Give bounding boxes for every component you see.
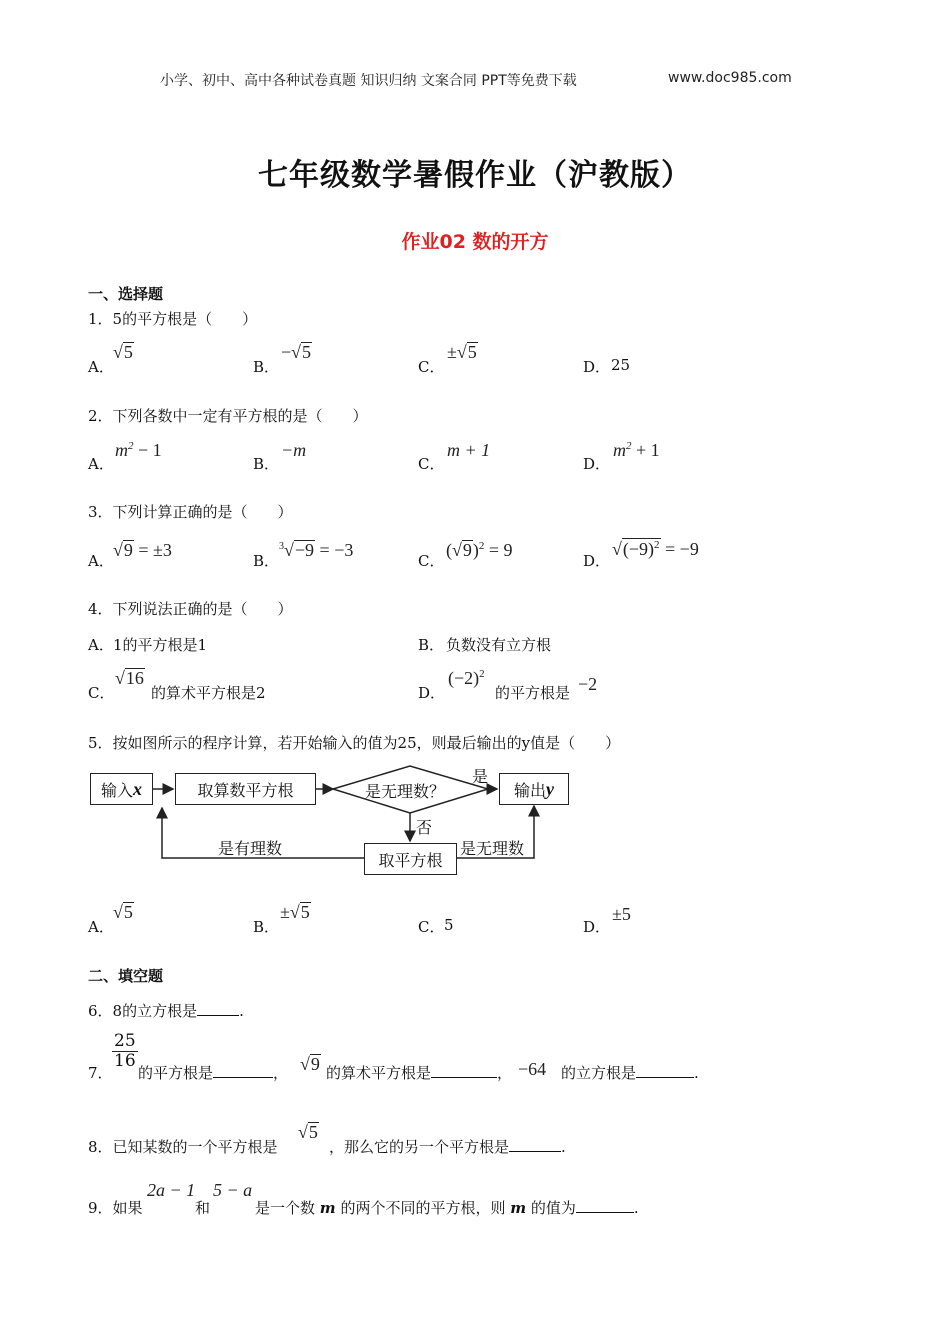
q1-c-radicand: 5 [467,342,477,362]
q3-option-d: $√(-9)^2 = -9$ [612,539,699,559]
q9-line [255,1197,639,1218]
flow-decision-text: 是无理数？ [365,782,446,801]
q6-line [88,1000,244,1021]
q4-option-d-value: −2 [578,674,598,694]
flow-no-label: 否 [416,818,433,837]
q9-t3: 的两个不同的平方根，则 [340,1199,506,1217]
q3-option-c: $(√9)^2 = 9$ [446,540,513,560]
q4-label-b: B． [418,636,445,654]
q9-expr1: 2a − 1 [147,1180,196,1200]
q9-m1: m [319,1199,336,1217]
q5-stem: 5．按如图所示的程序计算，若开始输入的值为25，则最后输出的y值是（ ） [88,734,621,752]
q6-stem: 6．8的立方根是 [88,1002,198,1020]
q3-c-open: ( [446,540,452,560]
q1-option-d: 25 [611,356,631,374]
q2-stem: 2．下列各数中一定有平方根的是（ ） [88,407,368,425]
page-title: 七年级数学暑假作业（沪教版） [258,158,692,193]
q3-c-exp: 2 [478,540,485,552]
q9-t2: 是一个数 [255,1199,316,1217]
q5-option-d: ±5 [612,904,631,924]
q2-label-d: D． [583,455,611,473]
q4-label-c: C． [88,684,115,702]
q6-answer-blank[interactable] [197,1001,239,1016]
q5-option-a: √5 [113,902,133,922]
q3-b-radicand: −9 [294,540,315,560]
section-choice: 一、选择题 [88,285,164,303]
q2-a-rest: − 1 [133,440,162,460]
q2-label-a: A． [88,455,114,473]
q3-c-close: ) [472,540,479,560]
q7-radicand: 9 [310,1054,320,1074]
q8-stem: 8．已知某数的一个平方根是 [88,1138,278,1156]
q1-c-sign: ± [447,342,457,362]
q3-c-rest: = 9 [484,540,513,560]
q4-option-c-text: 的算术平方根是2 [151,684,266,702]
q3-label-d: D． [583,552,611,570]
q9-expr2: 5 − a [213,1180,253,1200]
q7-sqrt9: √9 [300,1054,320,1074]
q4-c-radicand: 16 [125,668,144,688]
q4-option-c-math: √16 [115,668,144,688]
q7-t2: 的算术平方根是 [326,1064,432,1082]
q2-a-base: m [115,440,128,460]
q7-sep1: ， [273,1064,289,1082]
q9-answer-blank[interactable] [576,1198,634,1213]
q5-b-sign: ± [280,902,290,922]
q2-option-b: −m [281,440,307,460]
q3-a-rest: = ±3 [133,540,172,560]
q7-line2 [326,1062,512,1083]
q7-t1: 的平方根是 [138,1064,214,1082]
flow-input-text: 输入 [100,780,133,800]
q3-option-a: √9 = ±3 [113,540,172,560]
q3-label-c: C． [418,552,445,570]
q7-value: −64 [518,1059,547,1079]
q9-and: 和 [195,1199,211,1217]
flow-output-var: y [546,778,554,799]
q5-label-b: B． [253,918,280,936]
q4-option-b: 负数没有立方根 [446,636,552,654]
q7-fraction [112,1032,138,1070]
header-url[interactable]: www.doc985.com [668,70,792,86]
q1-option-b: −√5 [281,342,312,362]
q8-t2: ，那么它的另一个平方根是 [329,1138,510,1156]
q7-line [138,1062,288,1083]
q8-answer-blank[interactable] [509,1137,561,1152]
q7-frac-den: 16 [114,1050,136,1071]
q5-option-b: ±√5 [280,902,310,922]
q7-t3: 的立方根是 [561,1064,637,1082]
q1-label-c: C． [418,358,445,376]
q4-option-a: 1的平方根是1 [113,636,208,654]
q1-b-sign: − [281,342,292,362]
q2-d-base: m [613,440,626,460]
q7-sep2: ， [497,1064,513,1082]
q1-stem: 1．5的平方根是（ ） [88,310,258,328]
q4-label-a: A． [88,636,114,654]
q7-blank2[interactable] [431,1063,497,1078]
q9-m2: m [510,1199,527,1217]
flow-sq-box: 取平方根 [364,843,457,875]
flow-sqrt-box: 取算数平方根 [175,773,316,805]
q7-line3 [561,1062,699,1083]
flow-input-box [90,773,153,805]
q3-a-radicand: 9 [123,540,133,560]
q6-end: . [239,1002,244,1020]
q9-stem: 9．如果 [88,1199,143,1217]
q7-blank1[interactable] [213,1063,273,1078]
q3-c-radicand: 9 [462,540,472,560]
q4-d-exp: 2 [479,668,485,680]
q3-label-a: A． [88,552,114,570]
q7-prefix: 7． [88,1064,113,1082]
q2-a-exp: 2 [128,440,134,452]
q3-label-b: B． [253,552,280,570]
q2-option-c: m + 1 [447,440,491,460]
q3-b-index: 3 [279,541,284,552]
q5-label-a: A． [88,918,114,936]
q3-d-rest: = −9 [660,539,699,559]
flow-input-var: x [133,778,142,799]
flow-irrational-label: 是无理数 [460,839,525,858]
q4-option-d-text: 的平方根是 [495,684,571,702]
q8-radicand: 5 [308,1122,318,1142]
flow-output-text: 输出 [513,780,546,800]
flow-rational-label: 是有理数 [218,839,283,858]
q4-stem: 4．下列说法正确的是（ ） [88,600,293,618]
flow-output-box [499,773,569,805]
section-fill: 二、填空题 [88,967,164,985]
q3-d-rad-text: (−9) [622,539,655,559]
q5-option-c: 5 [444,916,454,934]
q8-sqrt5: √5 [298,1122,318,1142]
header-text: 小学、初中、高中各种试卷真题 知识归纳 文案合同 PPT等免费下载 [160,73,577,89]
q8-line [329,1136,566,1157]
q7-blank3[interactable] [636,1063,694,1078]
q1-option-a: √5 [113,342,133,362]
q3-option-b: $^3$√−9 = −3 [279,540,354,560]
flow-yes-label: 是 [472,767,489,786]
q7-frac-num: 25 [114,1031,136,1051]
q2-d-rest: + 1 [631,440,660,460]
page-subtitle: 作业02 数的开方 [401,231,549,253]
q5-a-radicand: 5 [123,902,133,922]
q7-end: . [694,1064,699,1082]
q3-b-rest: = −3 [315,540,354,560]
q2-label-b: B． [253,455,280,473]
q9-t4: 的值为 [530,1199,576,1217]
q5-label-d: D． [583,918,611,936]
q3-stem: 3．下列计算正确的是（ ） [88,503,293,521]
q4-label-d: D． [418,684,446,702]
q1-label-a: A． [88,358,114,376]
q3-d-exp: 2 [654,539,660,551]
q1-label-d: D． [583,358,611,376]
q4-d-base: (−2) [448,668,480,688]
q9-end: . [633,1199,639,1217]
q8-end: . [561,1138,566,1156]
q1-b-radicand: 5 [302,342,312,362]
q1-option-c: ±√5 [447,342,477,362]
q1-a-radicand: 5 [123,342,133,362]
q1-label-b: B． [253,358,280,376]
q2-d-exp: 2 [626,440,632,452]
q2-label-c: C． [418,455,445,473]
q5-label-c: C． [418,918,445,936]
q5-b-radicand: 5 [300,902,310,922]
